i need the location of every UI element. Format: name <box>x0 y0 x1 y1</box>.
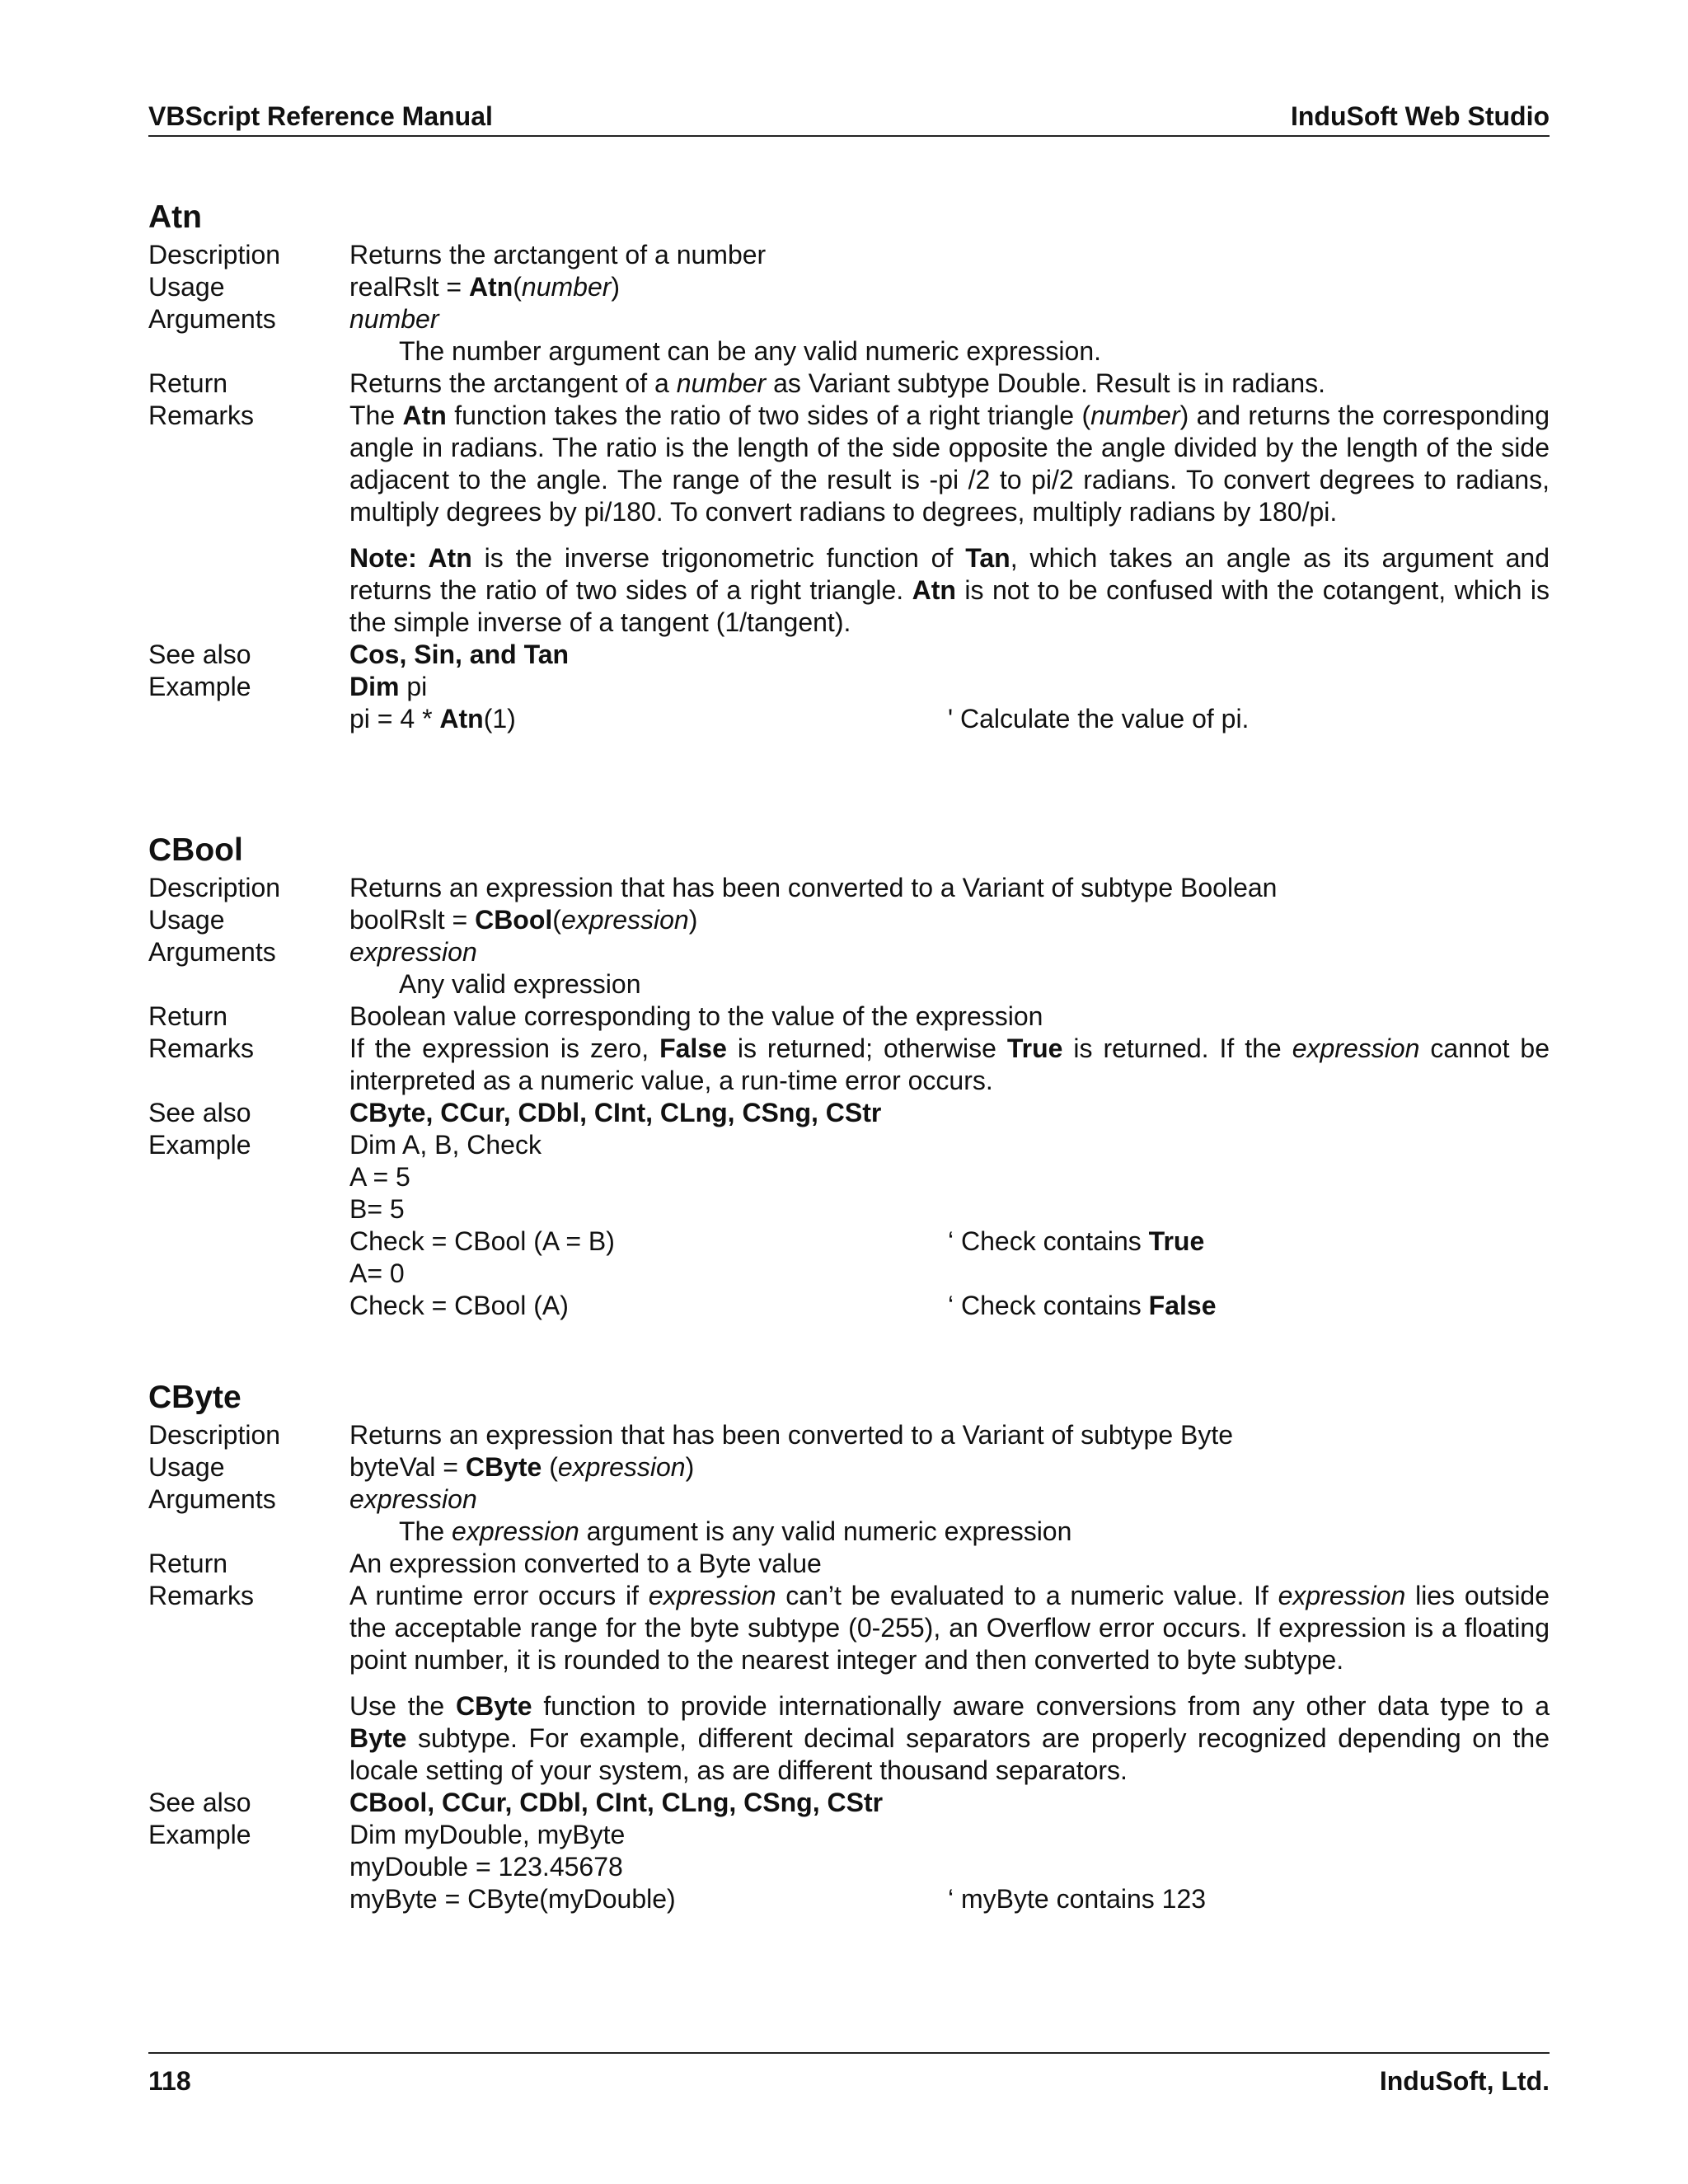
code-comment: ‘ Check contains True <box>948 1226 1205 1256</box>
example-row <box>148 1129 1550 1322</box>
code-line: myByte = CByte(myDouble) ‘ myByte contains 123 <box>349 1884 1207 1914</box>
argument-description: The expression argument is any valid numeric expression <box>399 1516 1072 1546</box>
row-label: Description <box>148 1420 281 1450</box>
entry-atn <box>148 196 1550 735</box>
code-comment: ‘ myByte contains 123 <box>948 1884 1207 1914</box>
remarks-text: If the expression is zero, False is returned; otherwise True is returned. If the expression cannot be interpreted as a numeric value, a run-time error occurs. <box>349 1033 1550 1095</box>
code-example <box>349 671 1550 735</box>
return-text: Returns the arctangent of a number as Variant subtype Double. Result is in radians. <box>349 368 1326 398</box>
return-text: Boolean value corresponding to the value of the expression <box>349 1001 1043 1031</box>
code-line: Dim myDouble, myByte <box>349 1820 626 1849</box>
description-text: Returns an expression that has been converted to a Variant of subtype Boolean <box>349 873 1278 902</box>
row-label: Return <box>148 1549 228 1578</box>
see-also-links: Cos, Sin, and Tan <box>349 640 570 669</box>
row-label: Description <box>148 240 281 269</box>
row-label: Remarks <box>148 1581 255 1610</box>
argument-name: expression <box>349 1484 477 1514</box>
code-line: myDouble = 123.45678 <box>349 1852 623 1882</box>
remarks-text: A runtime error occurs if expression can’t be evaluated to a numeric value. If expression lies outside the acceptable range for the byte subtype (0-255), an Overflow error occurs. If expression is a floating point number, it is rounded to the nearest integer and then converted to byte subtype. <box>349 1581 1550 1675</box>
code-line: Check = CBool (A = B) ‘ Check contains True <box>349 1226 1205 1256</box>
note-text: Note: Atn is the inverse trigonometric function of Tan, which takes an angle as its argument and returns the ratio of two sides of a right triangle. Atn is not to be confused with the cotangent, which is the simple inverse of a tangent (1/tangent). <box>349 543 1550 637</box>
argument-description: Any valid expression <box>399 969 641 999</box>
page-footer <box>148 2052 1550 2097</box>
remarks-text: The Atn function takes the ratio of two sides of a right triangle (number) and returns the corresponding angle in radians. The ratio is the length of the side opposite the angle divided by the length of the side adjacent to the angle. The range of the result is -pi /2 to pi/2 radians. To convert degrees to radians, multiply degrees by pi/180. To convert radians to degrees, multiply radians by 180/pi. <box>349 401 1550 527</box>
code-comment: ' Calculate the value of pi. <box>948 704 1250 733</box>
arguments-row <box>148 936 1550 968</box>
entry-cbool <box>148 829 1550 1322</box>
return-text: An expression converted to a Byte value <box>349 1549 822 1578</box>
row-label: Example <box>148 1130 251 1160</box>
description-row <box>148 872 1550 904</box>
see-also-links: CBool, CCur, CDbl, CInt, CLng, CSng, CStr <box>349 1788 884 1817</box>
code-example <box>349 1129 1550 1322</box>
row-label: Usage <box>148 272 225 302</box>
argument-name: number <box>349 304 439 334</box>
row-label: Example <box>148 672 251 701</box>
code-line: Check = CBool (A) ‘ Check contains False <box>349 1291 1217 1320</box>
code-comment: ‘ Check contains False <box>948 1291 1217 1320</box>
description-row <box>148 239 1550 271</box>
row-label: Description <box>148 873 281 902</box>
row-label: Remarks <box>148 401 255 430</box>
return-row <box>148 1001 1550 1033</box>
code-line: pi = 4 * Atn(1) ' Calculate the value of pi. <box>349 704 1250 733</box>
row-label: Return <box>148 1001 228 1031</box>
usage-text: boolRslt = CBool(expression) <box>349 905 698 935</box>
row-label: See also <box>148 640 251 669</box>
entry-title: Atn <box>148 199 202 235</box>
remarks-row <box>148 400 1550 528</box>
note-row <box>148 542 1550 639</box>
entry-cbyte <box>148 1376 1550 1915</box>
code-line: B= 5 <box>349 1194 405 1224</box>
row-label: See also <box>148 1788 251 1817</box>
row-label: Usage <box>148 905 225 935</box>
page-header <box>148 97 1550 137</box>
row-label: Example <box>148 1820 251 1849</box>
return-row <box>148 1548 1550 1580</box>
row-label: Remarks <box>148 1033 255 1063</box>
return-row <box>148 368 1550 400</box>
code-line: A= 0 <box>349 1258 405 1288</box>
arguments-row <box>148 1483 1550 1516</box>
argument-description: The number argument can be any valid numeric expression. <box>399 336 1101 366</box>
description-text: Returns an expression that has been converted to a Variant of subtype Byte <box>349 1420 1234 1450</box>
argument-description-row <box>148 335 1550 368</box>
code-line: A = 5 <box>349 1162 410 1192</box>
usage-text: byteVal = CByte (expression) <box>349 1452 695 1482</box>
see-also-links: CByte, CCur, CDbl, CInt, CLng, CSng, CStr <box>349 1098 882 1127</box>
argument-description-row <box>148 1516 1550 1548</box>
usage-row <box>148 271 1550 303</box>
see-also-row <box>148 639 1550 671</box>
entry-title: CBool <box>148 832 243 868</box>
description-row <box>148 1419 1550 1451</box>
argument-name: expression <box>349 937 477 967</box>
remarks-row <box>148 1033 1550 1097</box>
example-row <box>148 671 1550 735</box>
usage-row <box>148 904 1550 936</box>
usage-row <box>148 1451 1550 1483</box>
row-label: Usage <box>148 1452 225 1482</box>
row-label: Arguments <box>148 937 276 967</box>
row-label: Return <box>148 368 228 398</box>
row-label: Arguments <box>148 1484 276 1514</box>
header-manual-title: VBScript Reference Manual <box>148 101 493 131</box>
example-row <box>148 1819 1550 1915</box>
code-example <box>349 1819 1550 1915</box>
code-line: Dim pi <box>349 672 428 701</box>
footer-company: InduSoft, Ltd. <box>1379 2066 1550 2096</box>
row-label: Arguments <box>148 304 276 334</box>
argument-description-row <box>148 968 1550 1001</box>
page-number: 118 <box>148 2066 191 2096</box>
arguments-row <box>148 303 1550 335</box>
remarks-row <box>148 1580 1550 1676</box>
header-product-name: InduSoft Web Studio <box>1290 101 1550 131</box>
see-also-row <box>148 1097 1550 1129</box>
remarks-text-2: Use the CByte function to provide internationally aware conversions from any other data type to a Byte subtype. For example, different decimal separators are properly recognized depending on the locale setting of your system, as are different thousand separators. <box>349 1691 1550 1785</box>
see-also-row <box>148 1787 1550 1819</box>
row-label: See also <box>148 1098 251 1127</box>
remarks-row-2 <box>148 1690 1550 1787</box>
usage-text: realRslt = Atn(number) <box>349 272 621 302</box>
entry-title: CByte <box>148 1380 241 1415</box>
description-text: Returns the arctangent of a number <box>349 240 767 269</box>
code-line: Dim A, B, Check <box>349 1130 542 1160</box>
